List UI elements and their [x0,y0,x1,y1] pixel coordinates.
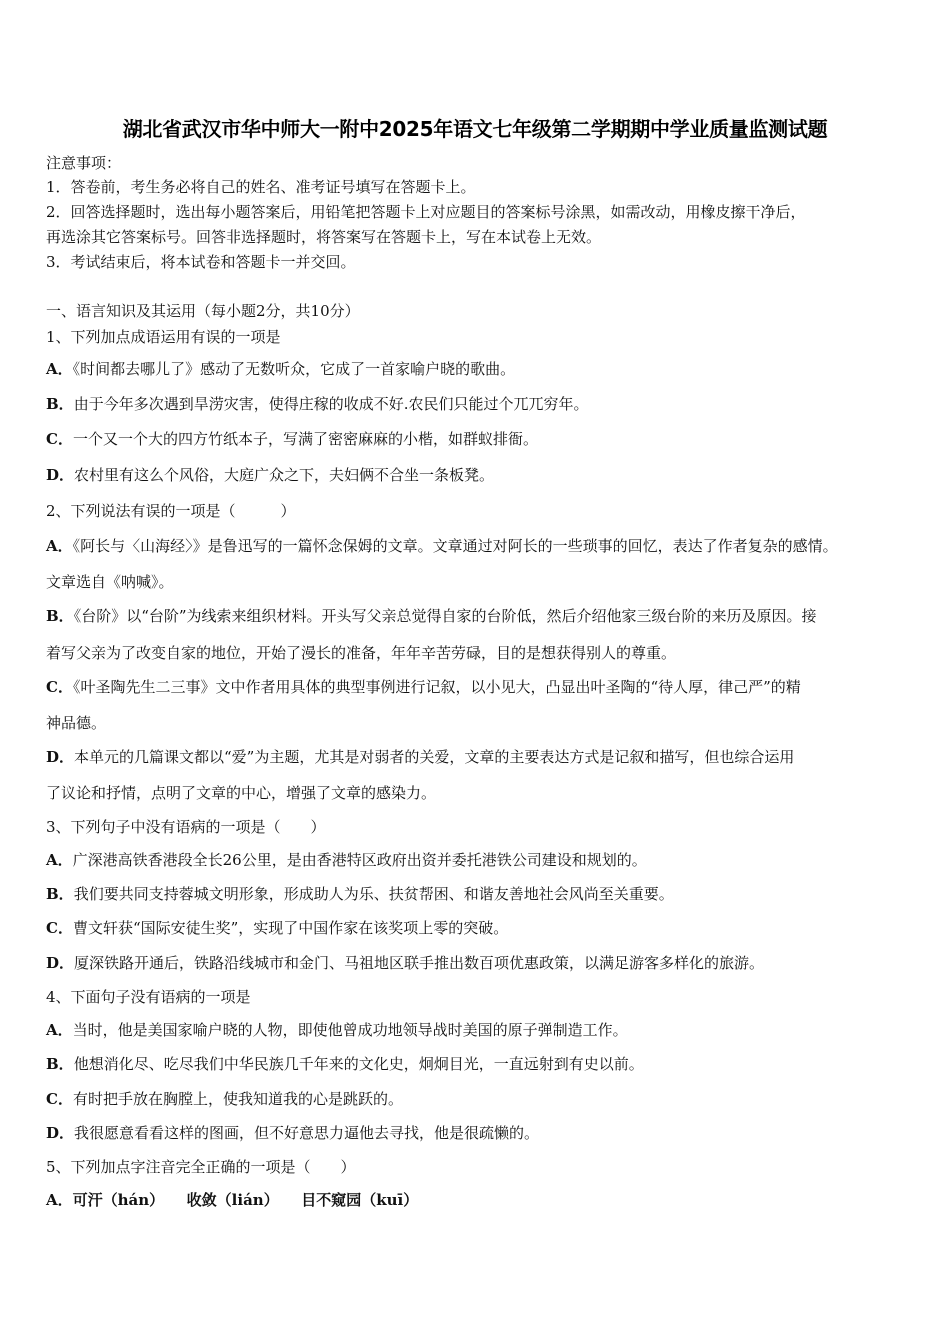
option-text: 一个又一个大的四方竹纸本子，写满了密密麻麻的小楷，如群蚁排衙。 [72,430,538,448]
option-letter: B． [46,885,74,903]
option-text: 农村里有这么个风俗，大庭广众之下，夫妇俩不合坐一条板凳。 [74,466,495,484]
option-1c [46,429,916,449]
option-3a [46,850,916,870]
option-text: 《时间都去哪儿了》感动了无数听众，它成了一首家喻户晓的歌曲。 [72,360,516,378]
option-text: 他想消化尽、吃尽我们中华民族几千年来的文化史，炯炯目光，一直远射到有史以前。 [73,1055,644,1073]
option-4a [46,1020,916,1040]
option-4d [46,1123,916,1143]
option-text: 可汗（hán） 收敛（lián） 目不窥园（kuī） [72,1191,419,1209]
option-2b [46,606,916,626]
option-2d-cont: 了议论和抒情，点明了文章的中心，增强了文章的感染力。 [46,784,437,802]
option-letter: C． [46,1090,73,1108]
notice-item: 再选涂其它答案标号。回答非选择题时，将答案写在答题卡上，写在本试卷上无效。 [46,228,602,246]
option-4c [46,1089,916,1109]
question-stem-2: 2、下列说法有误的一项是（ ） [46,502,296,520]
option-letter: D． [46,466,75,484]
option-letter: D． [46,748,75,766]
option-2b-cont: 着写父亲为了改变自家的地位，开始了漫长的准备，年年辛苦劳碌，目的是想获得别人的尊重。 [46,644,677,662]
option-letter: A． [46,537,73,555]
option-letter: A． [46,1021,73,1039]
option-text: 我很愿意看看这样的图画，但不好意思力逼他去寻找，他是很疏懒的。 [74,1124,540,1142]
option-text: 《阿长与〈山海经〉》是鲁迅写的一篇怀念保姆的文章。文章通过对阿长的一些琐事的回忆，表达了作者复杂的感情。 [72,537,838,555]
document-title: 湖北省武汉市华中师大一附中2025年语文七年级第二学期期中学业质量监测试题 [122,117,828,141]
option-letter: A． [46,851,73,869]
question-stem-1: 1、下列加点成语运用有误的一项是 [46,328,281,346]
option-2a [46,536,916,556]
option-text: 《台阶》以“台阶”为线索来组织材料。开头写父亲总觉得自家的台阶低，然后介绍他家三级台阶的来历及原因。接 [73,607,817,625]
option-1d [46,465,916,485]
option-letter: D． [46,1124,75,1142]
option-letter: A． [46,1191,73,1209]
notice-item: 3．考试结束后，将本试卷和答题卡一并交回。 [46,253,356,271]
option-text: 《叶圣陶先生二三事》文中作者用具体的典型事例进行记叙，以小见大，凸显出叶圣陶的“待人厚，律己严”的精 [72,678,801,696]
question-stem-3: 3、下列句子中没有语病的一项是（ ） [46,818,326,836]
option-text: 我们要共同支持蓉城文明形象，形成助人为乐、扶贫帮困、和谐友善地社会风尚至关重要。 [73,885,674,903]
option-text: 当时，他是美国家喻户晓的人物，即使他曾成功地领导战时美国的原子弹制造工作。 [72,1021,628,1039]
option-2d [46,747,916,767]
option-letter: C． [46,678,73,696]
option-text: 厦深铁路开通后，铁路沿线城市和金门、马祖地区联手推出数百项优惠政策，以满足游客多样化的旅游。 [74,954,765,972]
option-2c-cont: 神品德。 [46,714,107,732]
option-text: 曹文轩获“国际安徒生奖”，实现了中国作家在该奖项上零的突破。 [72,919,509,937]
option-letter: A． [46,360,73,378]
question-stem-4: 4、下面句子没有语病的一项是 [46,988,251,1006]
option-1b [46,394,916,414]
option-2c [46,677,916,697]
notice-item: 1．答卷前，考生务必将自己的姓名、准考证号填写在答题卡上。 [46,178,476,196]
option-3c [46,918,916,938]
option-text: 有时把手放在胸膛上，使我知道我的心是跳跃的。 [72,1090,403,1108]
option-letter: B． [46,607,74,625]
section-heading: 一、语言知识及其运用（每小题2分，共10分） [46,302,360,320]
option-4b [46,1054,916,1074]
option-letter: C． [46,919,73,937]
option-5a [46,1190,916,1210]
option-3b [46,884,916,904]
notice-item: 2．回答选择题时，选出每小题答案后，用铅笔把答题卡上对应题目的答案标号涂黑，如需改动，用橡皮擦干净后， [46,203,806,221]
option-letter: B． [46,1055,74,1073]
option-letter: C． [46,430,73,448]
option-text: 本单元的几篇课文都以“爱”为主题，尤其是对弱者的关爱，文章的主要表达方式是记叙和描写，但也综合运用 [74,748,795,766]
option-text: 广深港高铁香港段全长26公里，是由香港特区政府出资并委托港铁公司建设和规划的。 [72,851,647,869]
question-stem-5: 5、下列加点字注音完全正确的一项是（ ） [46,1158,356,1176]
option-3d [46,953,916,973]
option-letter: D． [46,954,75,972]
option-2a-cont: 文章选自《呐喊》。 [46,573,174,591]
option-text: 由于今年多次遇到旱涝灾害，使得庄稼的收成不好.农民们只能过个兀兀穷年。 [73,395,589,413]
option-letter: B． [46,395,74,413]
notice-heading: 注意事项： [46,154,122,172]
option-1a [46,359,916,379]
